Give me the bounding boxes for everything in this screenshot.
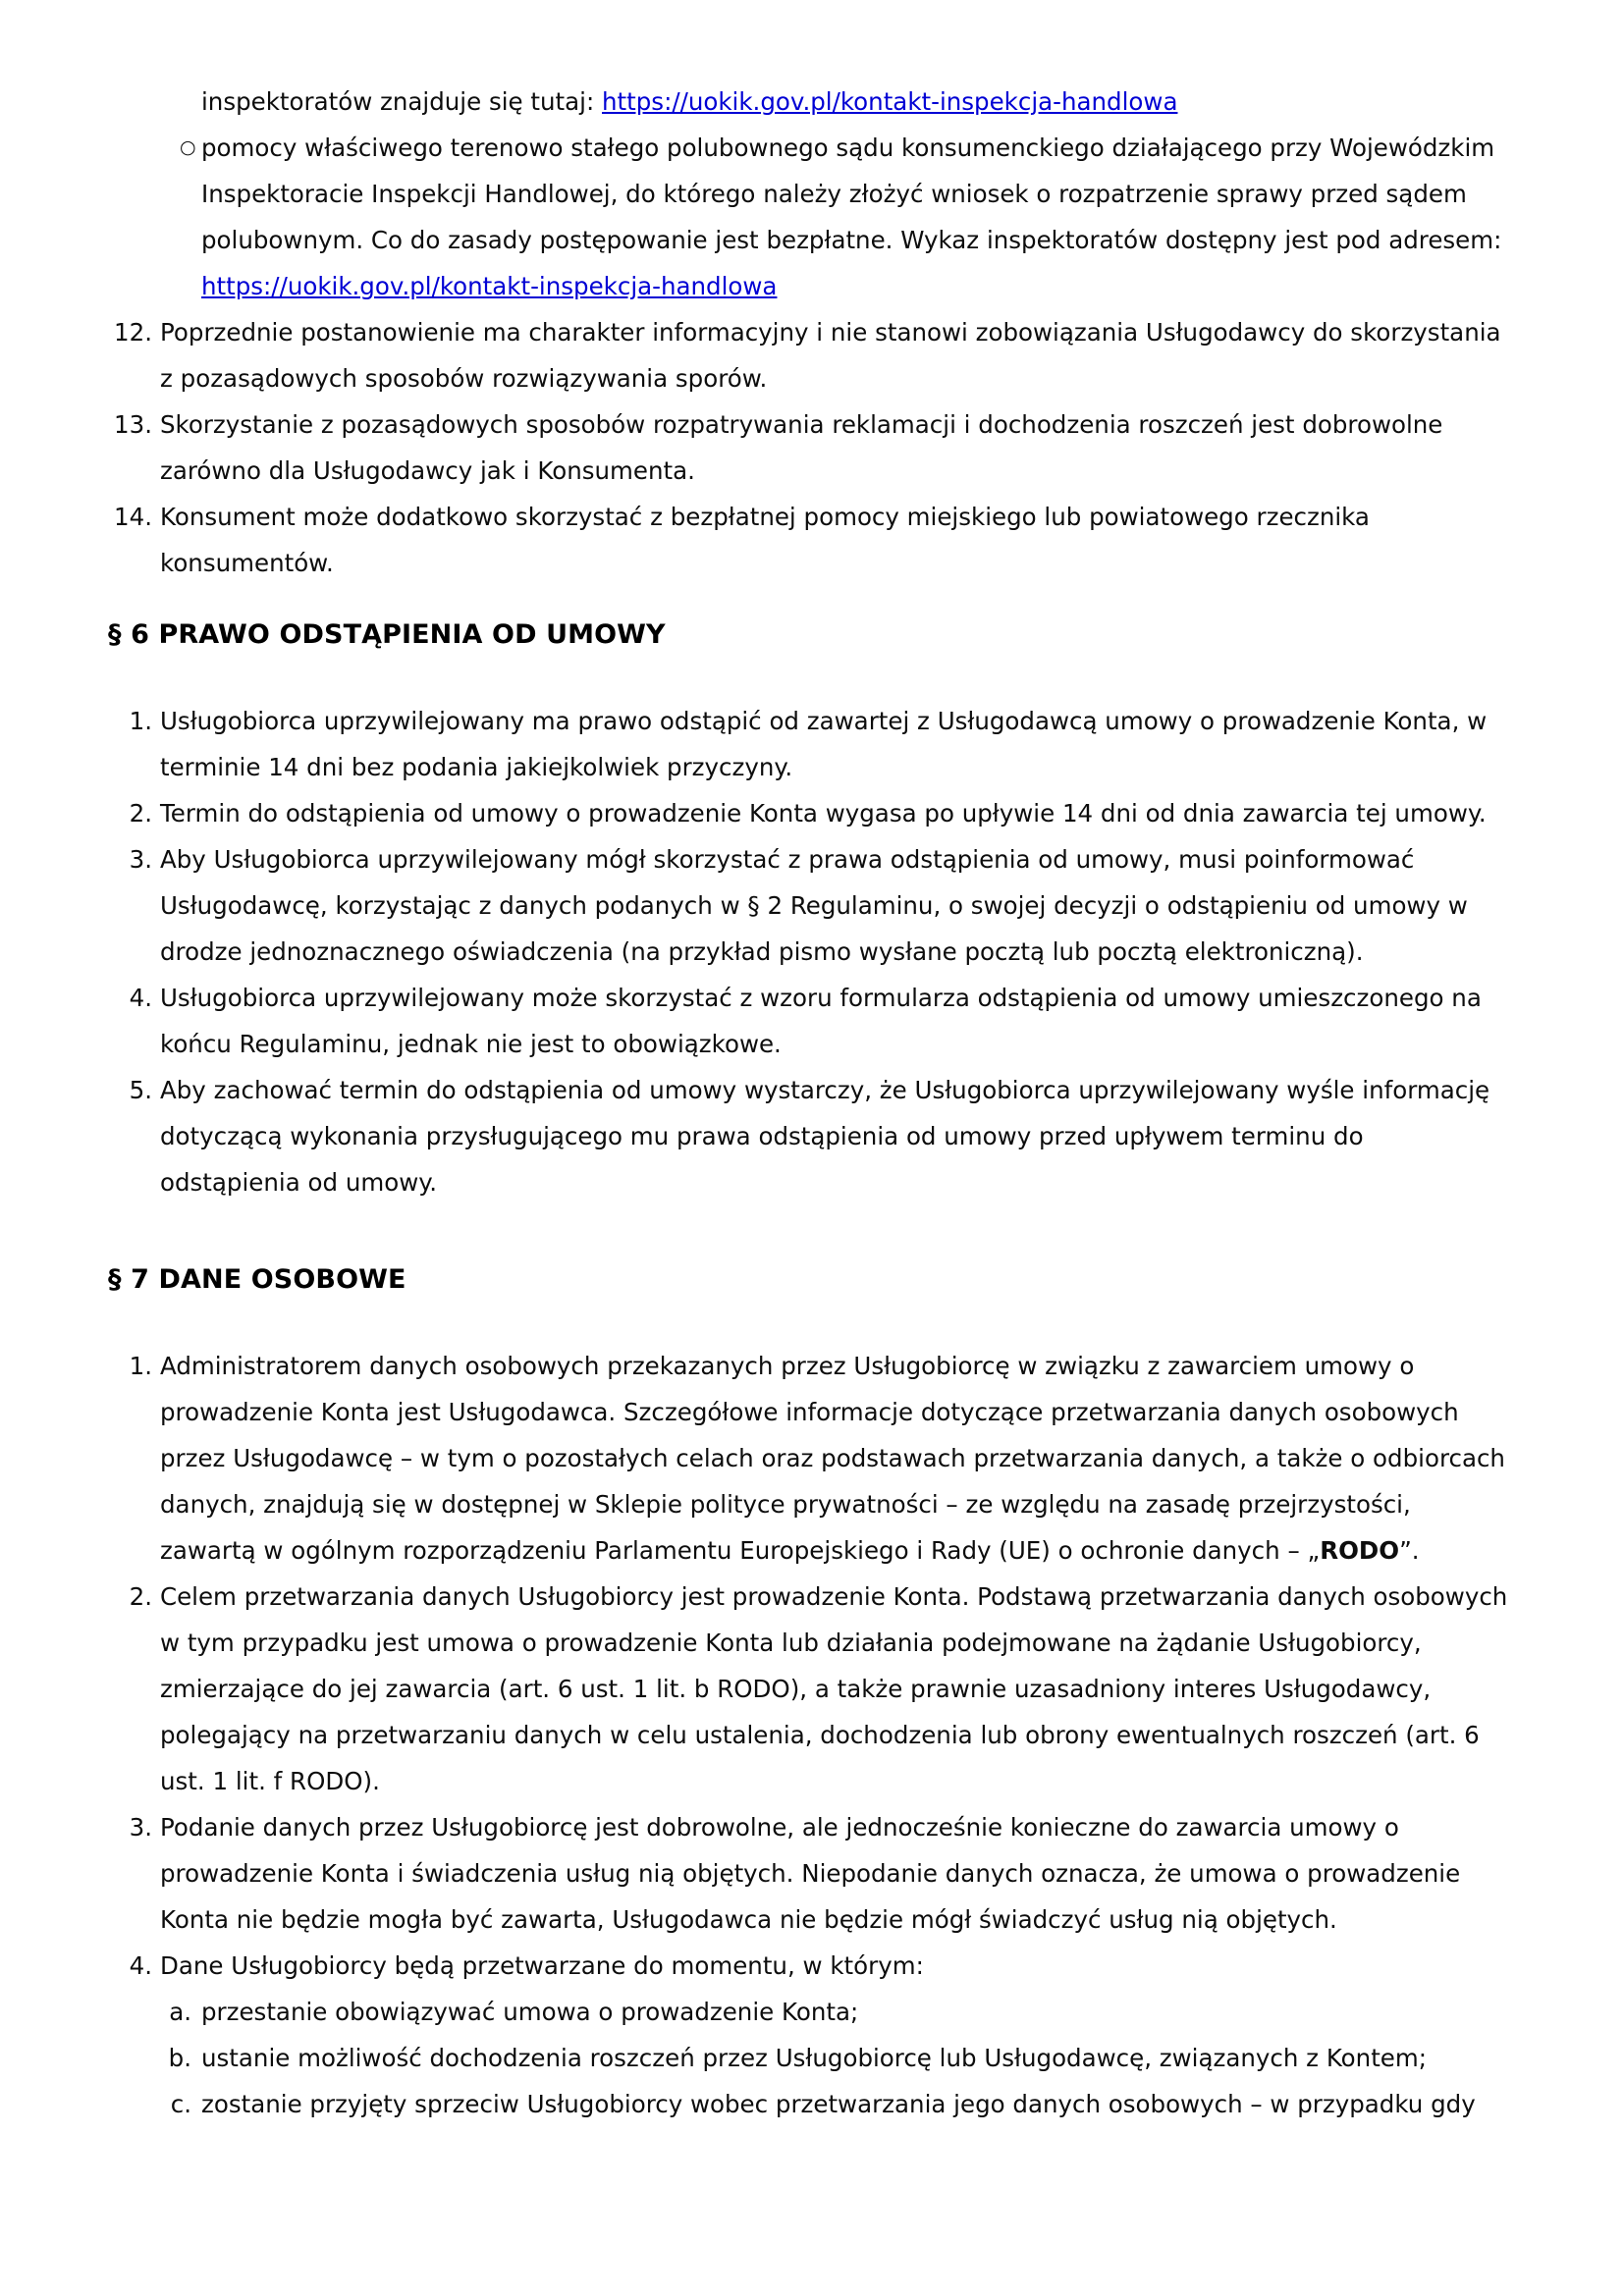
list-item [168,2035,1508,2081]
list-marker: 4. [129,1951,152,1980]
table-row [114,401,1508,494]
table-row [129,1343,1508,1574]
lettered-sub-list [160,1989,1508,2127]
list-marker: 3. [129,1813,152,1842]
list-item-text: Administratorem danych osobowych przekazanych przez Usługobiorcę w związku z zawarciem umowy o prowadzenie Konta jest Usługodawca. Szczegółowe informacje dotyczące przetwarzania danych osobowych przez Usługodawcę – w tym o pozostałych celach oraz podstawach przetwarzania danych, a także o odbiorcach danych, znajdują się w dostępnej w Sklepie polityce prywatności – ze względu na zasadę przejrzystości, zawartą w ogólnym rozporządzeniu Parlamentu Europejskiego i Rady (UE) o ochronie danych – „ [160,1352,1505,1565]
sub-list-marker: b. [168,2044,191,2072]
list-item [169,1989,1508,2035]
rodo-bold-text: RODO [1320,1536,1400,1565]
list-item-text: Usługobiorca uprzywilejowany ma prawo odstąpić od zawartej z Usługodawcą umowy o prowadzenie Konta, w terminie 14 dni bez podania jakiejkolwiek przyczyny. [160,707,1488,781]
continuation-text: inspektoratów znajduje się tutaj: [201,87,603,116]
list-item-text: Podanie danych przez Usługobiorcę jest dobrowolne, ale jednocześnie konieczne do zawarcia umowy o prowadzenie Konta i świadczenia usług nią objętych. Niepodanie danych oznacza, że umowa o prowadzenie Konta nie będzie mogła być zawarta, Usługodawca nie będzie mógł świadczyć usług nią objętych. [160,1813,1461,1934]
ordered-list-continued [108,309,1508,586]
list-marker: 13. [114,410,152,439]
sub-list-marker: c. [170,2090,191,2118]
table-row [129,1943,1508,2127]
spacer [108,655,1508,698]
list-item-text: Konsument może dodatkowo skorzystać z bezpłatnej pomocy miejskiego lub powiatowego rzecznika konsumentów. [160,503,1370,577]
section-heading-7: § 7 DANE OSOBOWE [108,1264,406,1295]
uokik-link-2[interactable]: https://uokik.gov.pl/kontakt-inspekcja-handlowa [201,272,778,300]
list-marker: 4. [129,984,152,1012]
ordered-list-section-6 [108,698,1508,1205]
list-marker: 12. [114,318,152,347]
list-item-text-tail: ”. [1399,1536,1420,1565]
sub-list-item-text: ustanie możliwość dochodzenia roszczeń przez Usługobiorcę lub Usługodawcę, związanych z Kontem; [201,2044,1427,2072]
sub-list-item-text: zostanie przyjęty sprzeciw Usługobiorcy wobec przetwarzania jego danych osobowych – w przypadku gdy [201,2090,1476,2118]
list-item-text: Skorzystanie z pozasądowych sposobów rozpatrywania reklamacji i dochodzenia roszczeń jest dobrowolne zarówno dla Usługodawcy jak i Konsumenta. [160,410,1443,485]
list-marker: 14. [114,503,152,531]
list-item-text: Aby zachować termin do odstąpienia od umowy wystarczy, że Usługobiorca uprzywilejowany wyśle informację dotyczącą wykonania przysługującego mu prawa odstąpienia od umowy przed upływem terminu do odstąpienia od umowy. [160,1076,1490,1197]
list-item-text: Celem przetwarzania danych Usługobiorcy jest prowadzenie Konta. Podstawą przetwarzania danych osobowych w tym przypadku jest umowa o prowadzenie Konta lub działania podejmowane na żądanie Usługobiorcy, zmierzające do jej zawarcia (art. 6 ust. 1 lit. b RODO), a także prawnie uzasadniony interes Usługodawcy, polegający na przetwarzaniu danych w celu ustalenia, dochodzenia lub obrony ewentualnych roszczeń (art. 6 ust. 1 lit. f RODO). [160,1582,1508,1795]
table-row [114,494,1508,586]
table-row [129,698,1508,790]
list-item-text: Termin do odstąpienia od umowy o prowadzenie Konta wygasa po upływie 14 dni od dnia zawarcia tej umowy. [160,799,1487,828]
section-heading-6: § 6 PRAWO ODSTĄPIENIA OD UMOWY [108,619,666,650]
list-item [170,2081,1508,2127]
table-row [129,1574,1508,1804]
list-marker: 1. [129,707,152,735]
list-marker: 5. [129,1076,152,1104]
continuation-paragraph [201,79,1508,125]
table-row [129,790,1508,836]
sub-bullet-list [108,125,1508,309]
list-item [180,125,1508,309]
list-item-text: Usługobiorca uprzywilejowany może skorzystać z wzoru formularza odstąpienia od umowy umieszczonego na końcu Regulaminu, jednak nie jest to obowiązkowe. [160,984,1482,1058]
ordered-list-section-7 [108,1343,1508,2127]
list-marker: 3. [129,845,152,874]
sub-list-item-text: przestanie obowiązywać umowa o prowadzenie Konta; [201,1998,859,2026]
table-row [129,1067,1508,1205]
list-marker: 1. [129,1352,152,1380]
uokik-link-1[interactable]: https://uokik.gov.pl/kontakt-inspekcja-handlowa [602,87,1178,116]
sub-bullet-text: pomocy właściwego terenowo stałego polubownego sądu konsumenckiego działającego przy Wojewódzkim Inspektoracie Inspekcji Handlowej, do którego należy złożyć wniosek o rozpatrzenie sprawy przed sądem polubownym. Co do zasady postępowanie jest bezpłatne. Wykaz inspektoratów dostępny jest pod adresem: [201,133,1502,254]
table-row [129,1804,1508,1943]
bullet-marker-icon: ○ [180,136,196,158]
list-item-text: Aby Usługobiorca uprzywilejowany mógł skorzystać z prawa odstąpienia od umowy, musi poinformować Usługodawcę, korzystając z danych podanych w § 2 Regulaminu, o swojej decyzji o odstąpieniu od umowy w drodze jednoznacznego oświadczenia (na przykład pismo wysłane pocztą lub pocztą elektroniczną). [160,845,1468,966]
sub-list-marker: a. [169,1998,191,2026]
spacer [108,1205,1508,1231]
table-row [114,309,1508,401]
table-row [129,836,1508,975]
table-row [129,975,1508,1067]
list-item-text: Dane Usługobiorcy będą przetwarzane do momentu, w którym: [160,1951,924,1980]
list-item-text: Poprzednie postanowienie ma charakter informacyjny i nie stanowi zobowiązania Usługodawcy do skorzystania z pozasądowych sposobów rozwiązywania sporów. [160,318,1501,393]
list-marker: 2. [129,799,152,828]
list-marker: 2. [129,1582,152,1611]
spacer [108,1300,1508,1343]
